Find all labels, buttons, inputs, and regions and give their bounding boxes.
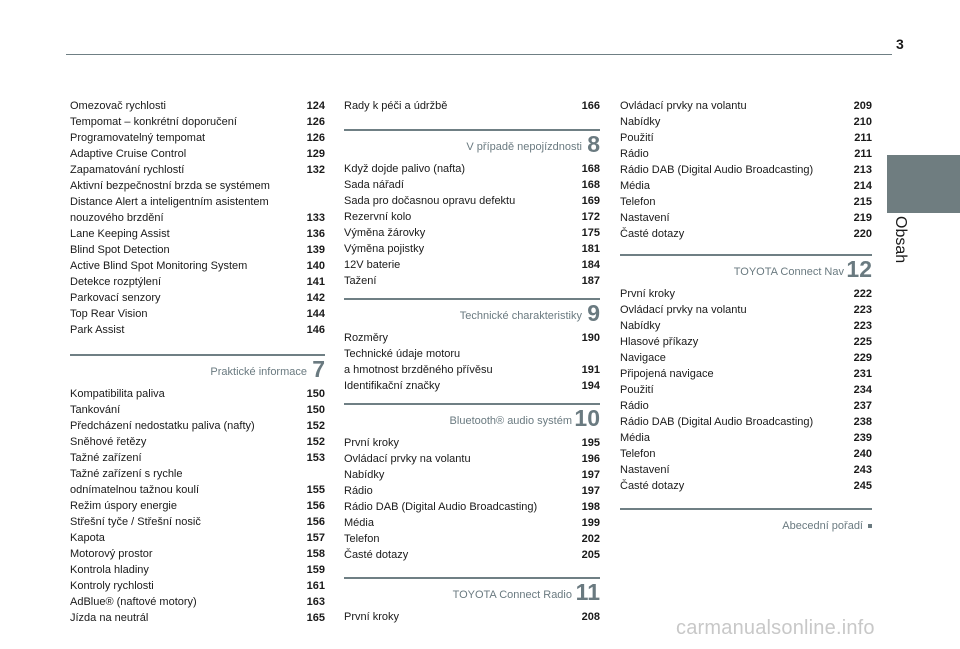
toc-entry-page: 245 bbox=[853, 480, 872, 492]
toc-entry[interactable] bbox=[620, 398, 872, 414]
toc-entry-page: 129 bbox=[306, 148, 325, 160]
toc-entry-title: Kapota bbox=[70, 532, 105, 544]
toc-entry[interactable] bbox=[620, 194, 872, 210]
toc-entry[interactable] bbox=[620, 210, 872, 226]
toc-entry-title: Rady k péči a údržbě bbox=[344, 100, 448, 112]
toc-entry[interactable] bbox=[620, 98, 872, 114]
toc-entry-page: 208 bbox=[581, 611, 600, 623]
section-header-11 bbox=[344, 575, 600, 605]
toc-entry[interactable] bbox=[344, 346, 600, 362]
section-header-8 bbox=[344, 127, 600, 157]
toc-entry-page: 144 bbox=[306, 308, 325, 320]
toc-entry[interactable] bbox=[344, 451, 600, 467]
toc-entry-page: 211 bbox=[854, 148, 872, 160]
toc-entry-title: Parkovací senzory bbox=[70, 292, 161, 304]
toc-entry[interactable] bbox=[70, 258, 325, 274]
toc-entry[interactable] bbox=[344, 330, 600, 346]
toc-entry-title: Lane Keeping Assist bbox=[70, 228, 170, 240]
watermark: carmanualsonline.info bbox=[676, 617, 875, 639]
toc-entry[interactable] bbox=[620, 382, 872, 398]
toc-entry[interactable] bbox=[70, 130, 325, 146]
toc-entry[interactable] bbox=[620, 334, 872, 350]
toc-entry-page: 126 bbox=[306, 132, 325, 144]
toc-entry-title: Motorový prostor bbox=[70, 548, 153, 560]
section-rule bbox=[70, 354, 325, 356]
toc-entry-page: 240 bbox=[853, 448, 872, 460]
toc-entry-title: Rádio bbox=[620, 148, 649, 160]
toc-entry-title: Použití bbox=[620, 384, 654, 396]
toc-entry-page: 172 bbox=[581, 211, 600, 223]
toc-entry-page: 155 bbox=[306, 484, 325, 496]
toc-entry-page: 196 bbox=[581, 453, 600, 465]
toc-entry-page: 223 bbox=[853, 320, 872, 332]
toc-list bbox=[70, 386, 325, 626]
toc-entry-page: 187 bbox=[581, 275, 600, 287]
toc-list bbox=[620, 98, 872, 242]
section-header-12 bbox=[620, 252, 872, 282]
toc-entry-title: První kroky bbox=[344, 611, 400, 623]
toc-entry-page: 237 bbox=[853, 400, 872, 412]
toc-entry-title: Nabídky bbox=[344, 469, 385, 481]
toc-entry-page: 222 bbox=[853, 288, 872, 300]
toc-entry[interactable] bbox=[620, 366, 872, 382]
toc-entry[interactable] bbox=[620, 146, 872, 162]
toc-entry-title: Navigace bbox=[620, 352, 666, 364]
toc-entry-page: 168 bbox=[581, 163, 600, 175]
toc-entry[interactable] bbox=[344, 515, 600, 531]
index-link-label: Abecední pořadí bbox=[782, 520, 863, 532]
toc-entry-title: Tažné zařízení s rychle bbox=[70, 468, 183, 480]
toc-entry[interactable] bbox=[620, 462, 872, 478]
toc-entry[interactable] bbox=[70, 530, 325, 546]
toc-entry-page: 213 bbox=[853, 164, 872, 176]
toc-entry-page: 190 bbox=[581, 332, 600, 344]
toc-entry-page: 142 bbox=[306, 292, 325, 304]
section-title[interactable]: Praktické informace bbox=[210, 366, 307, 378]
toc-list bbox=[344, 330, 600, 394]
toc-entry-title: Časté dotazy bbox=[620, 228, 685, 240]
toc-entry[interactable] bbox=[344, 257, 600, 273]
toc-entry[interactable] bbox=[70, 274, 325, 290]
index-link[interactable] bbox=[782, 520, 872, 532]
toc-entry-title: Výměna pojistky bbox=[344, 243, 425, 255]
toc-entry-page: 231 bbox=[853, 368, 872, 380]
toc-entry[interactable] bbox=[70, 98, 325, 114]
toc-entry-page: 156 bbox=[306, 500, 325, 512]
toc-entry[interactable] bbox=[70, 498, 325, 514]
toc-entry-title: Tažné zařízení bbox=[70, 452, 142, 464]
side-tab-label: Obsah bbox=[892, 216, 909, 264]
toc-entry-title: Programovatelný tempomat bbox=[70, 132, 206, 144]
toc-entry-page: 175 bbox=[581, 227, 600, 239]
toc-entry-page: 234 bbox=[853, 384, 872, 396]
toc-entry-title: Distance Alert a inteligentním asistentem bbox=[70, 196, 269, 208]
toc-entry-title: Rádio DAB (Digital Audio Broadcasting) bbox=[620, 164, 814, 176]
toc-entry-title: Ovládací prvky na volantu bbox=[344, 453, 471, 465]
toc-entry-title: Technické údaje motoru bbox=[344, 348, 461, 360]
toc-entry-title: Použití bbox=[620, 132, 654, 144]
toc-entry[interactable] bbox=[620, 114, 872, 130]
toc-entry-title: 12V baterie bbox=[344, 259, 401, 271]
section-title[interactable]: TOYOTA Connect Radio bbox=[452, 589, 572, 601]
toc-entry-page: 165 bbox=[306, 612, 325, 624]
toc-entry-page: 195 bbox=[581, 437, 600, 449]
toc-entry[interactable] bbox=[344, 378, 600, 394]
toc-entry-page: 158 bbox=[306, 548, 325, 560]
toc-entry-page: 202 bbox=[581, 533, 600, 545]
section-title[interactable]: V případě nepojízdnosti bbox=[466, 141, 582, 153]
toc-entry-page: 139 bbox=[306, 244, 325, 256]
toc-entry-title: Park Assist bbox=[70, 324, 125, 336]
toc-entry-title: Sada nářadí bbox=[344, 179, 404, 191]
toc-entry-page: 198 bbox=[581, 501, 600, 513]
toc-entry-title: Tempomat – konkrétní doporučení bbox=[70, 116, 237, 128]
end-square-icon bbox=[868, 524, 872, 528]
toc-entry[interactable] bbox=[344, 531, 600, 547]
toc-entry[interactable] bbox=[70, 306, 325, 322]
toc-entry[interactable] bbox=[70, 562, 325, 578]
toc-entry-page: 243 bbox=[853, 464, 872, 476]
toc-entry[interactable] bbox=[70, 610, 325, 626]
toc-entry-title: Média bbox=[620, 180, 650, 192]
toc-entry[interactable] bbox=[70, 146, 325, 162]
section-header-9 bbox=[344, 296, 600, 326]
toc-entry-title: Identifikační značky bbox=[344, 380, 440, 392]
toc-entry-page: 136 bbox=[306, 228, 325, 240]
toc-entry[interactable] bbox=[620, 130, 872, 146]
toc-entry-title: Kompatibilita paliva bbox=[70, 388, 165, 400]
toc-entry-page: 132 bbox=[306, 164, 325, 176]
toc-entry-title: Jízda na neutrál bbox=[70, 612, 149, 624]
section-number: 10 bbox=[574, 405, 600, 431]
toc-entry[interactable] bbox=[70, 466, 325, 482]
top-rule bbox=[66, 54, 892, 55]
toc-entry[interactable] bbox=[620, 162, 872, 178]
toc-entry-title: Adaptive Cruise Control bbox=[70, 148, 187, 160]
toc-entry-page: 184 bbox=[581, 259, 600, 271]
toc-entry[interactable] bbox=[344, 241, 600, 257]
toc-entry-page: 238 bbox=[853, 416, 872, 428]
toc-entry-page: 169 bbox=[581, 195, 600, 207]
toc-entry-title: Nastavení bbox=[620, 464, 670, 476]
toc-entry[interactable] bbox=[70, 322, 325, 338]
toc-entry[interactable] bbox=[344, 225, 600, 241]
toc-entry-page: 161 bbox=[306, 580, 325, 592]
section-number: 12 bbox=[846, 256, 872, 282]
toc-entry-title: Rozměry bbox=[344, 332, 389, 344]
toc-entry-page: 126 bbox=[306, 116, 325, 128]
toc-entry[interactable] bbox=[620, 478, 872, 494]
toc-entry-page: 152 bbox=[306, 420, 325, 432]
toc-entry[interactable] bbox=[70, 290, 325, 306]
toc-entry[interactable] bbox=[620, 446, 872, 462]
toc-entry[interactable] bbox=[620, 226, 872, 242]
toc-list bbox=[344, 161, 600, 289]
toc-entry-title: Připojená navigace bbox=[620, 368, 714, 380]
toc-entry-page: 152 bbox=[306, 436, 325, 448]
section-rule bbox=[344, 129, 600, 131]
toc-entry-page: 163 bbox=[306, 596, 325, 608]
toc-entry-title: Rádio bbox=[620, 400, 649, 412]
toc-entry-page: 181 bbox=[581, 243, 600, 255]
toc-entry-title: Kontroly rychlosti bbox=[70, 580, 154, 592]
toc-entry[interactable] bbox=[620, 302, 872, 318]
toc-entry-page: 150 bbox=[306, 404, 325, 416]
toc-entry-page: 124 bbox=[306, 100, 325, 112]
toc-entry-page: 168 bbox=[581, 179, 600, 191]
toc-entry-title: Aktivní bezpečnostní brzda se systémem bbox=[70, 180, 270, 192]
section-header-7 bbox=[70, 352, 325, 382]
toc-entry-title: AdBlue® (naftové motory) bbox=[70, 596, 197, 608]
toc-entry[interactable] bbox=[70, 178, 325, 194]
section-rule bbox=[620, 254, 872, 256]
toc-entry-title: Nabídky bbox=[620, 320, 661, 332]
toc-entry[interactable] bbox=[70, 418, 325, 434]
toc-entry-page: 209 bbox=[853, 100, 872, 112]
toc-entry-title: Telefon bbox=[344, 533, 380, 545]
toc-entry-page: 211 bbox=[854, 132, 872, 144]
toc-entry-title: Rádio DAB (Digital Audio Broadcasting) bbox=[620, 416, 814, 428]
toc-entry[interactable] bbox=[70, 482, 325, 498]
toc-entry[interactable] bbox=[344, 362, 600, 378]
page-number: 3 bbox=[896, 36, 904, 52]
toc-entry-page: 141 bbox=[306, 276, 325, 288]
toc-entry-page: 225 bbox=[853, 336, 872, 348]
toc-entry-page: 156 bbox=[306, 516, 325, 528]
toc-entry-page: 197 bbox=[581, 485, 600, 497]
toc-entry-title: Zapamatování rychlostí bbox=[70, 164, 185, 176]
toc-entry-title: Tankování bbox=[70, 404, 121, 416]
toc-entry-title: Střešní tyče / Střešní nosič bbox=[70, 516, 201, 528]
section-title[interactable]: TOYOTA Connect Nav bbox=[733, 266, 844, 278]
toc-entry-page: 146 bbox=[306, 324, 325, 336]
section-number: 9 bbox=[587, 300, 600, 326]
toc-entry-title: Active Blind Spot Monitoring System bbox=[70, 260, 248, 272]
toc-entry[interactable] bbox=[70, 194, 325, 210]
toc-entry[interactable] bbox=[70, 594, 325, 610]
toc-list bbox=[70, 98, 325, 338]
toc-entry[interactable] bbox=[344, 467, 600, 483]
toc-column-1 bbox=[70, 98, 325, 626]
toc-entry-title: Když dojde palivo (nafta) bbox=[344, 163, 466, 175]
toc-entry[interactable] bbox=[70, 226, 325, 242]
toc-entry-title: Rezervní kolo bbox=[344, 211, 412, 223]
toc-entry-title: Telefon bbox=[620, 196, 656, 208]
toc-entry-title: Režim úspory energie bbox=[70, 500, 177, 512]
toc-entry-title: Předcházení nedostatku paliva (nafty) bbox=[70, 420, 255, 432]
toc-entry[interactable] bbox=[70, 210, 325, 226]
toc-entry-title: První kroky bbox=[344, 437, 400, 449]
toc-entry[interactable] bbox=[344, 193, 600, 209]
toc-entry[interactable] bbox=[344, 209, 600, 225]
toc-list bbox=[344, 98, 600, 114]
section-rule bbox=[620, 508, 872, 510]
toc-entry-title: Telefon bbox=[620, 448, 656, 460]
toc-entry-title: Hlasové příkazy bbox=[620, 336, 699, 348]
toc-entry-page: 157 bbox=[306, 532, 325, 544]
toc-entry-page: 199 bbox=[581, 517, 600, 529]
toc-entry-title: Ovládací prvky na volantu bbox=[620, 100, 747, 112]
toc-entry-page: 229 bbox=[853, 352, 872, 364]
toc-entry-title: Top Rear Vision bbox=[70, 308, 148, 320]
toc-entry[interactable] bbox=[344, 499, 600, 515]
toc-entry-page: 219 bbox=[853, 212, 872, 224]
toc-entry[interactable] bbox=[70, 242, 325, 258]
toc-entry-title: Blind Spot Detection bbox=[70, 244, 170, 256]
toc-entry-page: 194 bbox=[581, 380, 600, 392]
toc-entry-page: 214 bbox=[853, 180, 872, 192]
toc-entry-title: Časté dotazy bbox=[344, 549, 409, 561]
toc-entry[interactable] bbox=[620, 414, 872, 430]
toc-entry-title: Kontrola hladiny bbox=[70, 564, 149, 576]
section-rule bbox=[344, 298, 600, 300]
section-title[interactable]: Technické charakteristiky bbox=[459, 310, 582, 322]
toc-entry-page: 205 bbox=[581, 549, 600, 561]
toc-entry-title: Sada pro dočasnou opravu defektu bbox=[344, 195, 516, 207]
toc-entry[interactable] bbox=[344, 273, 600, 289]
toc-entry-page: 210 bbox=[853, 116, 872, 128]
toc-entry[interactable] bbox=[620, 430, 872, 446]
toc-entry[interactable] bbox=[70, 514, 325, 530]
section-header-10 bbox=[344, 401, 600, 431]
toc-entry-page: 197 bbox=[581, 469, 600, 481]
toc-entry[interactable] bbox=[344, 435, 600, 451]
toc-entry-title: Média bbox=[620, 432, 650, 444]
toc-entry-title: a hmotnost brzděného přívěsu bbox=[344, 364, 493, 376]
toc-entry[interactable] bbox=[70, 434, 325, 450]
toc-entry-title: Média bbox=[344, 517, 374, 529]
toc-entry-title: Ovládací prvky na volantu bbox=[620, 304, 747, 316]
toc-entry[interactable] bbox=[620, 286, 872, 302]
toc-entry[interactable] bbox=[70, 450, 325, 466]
toc-entry[interactable] bbox=[70, 546, 325, 562]
toc-entry[interactable] bbox=[620, 178, 872, 194]
toc-entry-page: 191 bbox=[581, 364, 600, 376]
toc-entry-title: Rádio DAB (Digital Audio Broadcasting) bbox=[344, 501, 538, 513]
toc-entry-title: odnímatelnou tažnou koulí bbox=[70, 484, 200, 496]
toc-entry-page: 220 bbox=[853, 228, 872, 240]
toc-entry[interactable] bbox=[344, 98, 600, 114]
toc-entry[interactable] bbox=[344, 609, 600, 625]
toc-entry-page: 150 bbox=[306, 388, 325, 400]
toc-entry-title: Výměna žárovky bbox=[344, 227, 426, 239]
toc-list bbox=[344, 609, 600, 625]
toc-entry-page: 133 bbox=[306, 212, 325, 224]
toc-entry[interactable] bbox=[344, 177, 600, 193]
toc-entry[interactable] bbox=[620, 350, 872, 366]
toc-entry[interactable] bbox=[344, 483, 600, 499]
toc-entry-title: Rádio bbox=[344, 485, 373, 497]
toc-entry-title: Tažení bbox=[344, 275, 377, 287]
toc-list bbox=[344, 435, 600, 563]
section-rule bbox=[344, 403, 600, 405]
toc-entry-page: 159 bbox=[306, 564, 325, 576]
toc-entry-page: 166 bbox=[581, 100, 600, 112]
toc-list bbox=[620, 286, 872, 494]
toc-entry-title: Sněhové řetězy bbox=[70, 436, 147, 448]
toc-entry-title: Časté dotazy bbox=[620, 480, 685, 492]
toc-entry[interactable] bbox=[344, 547, 600, 563]
section-number: 11 bbox=[575, 579, 600, 605]
toc-entry-title: Nastavení bbox=[620, 212, 670, 224]
toc-entry-page: 153 bbox=[306, 452, 325, 464]
toc-column-2 bbox=[344, 98, 600, 625]
toc-entry[interactable] bbox=[70, 386, 325, 402]
toc-entry[interactable] bbox=[344, 161, 600, 177]
section-number: 7 bbox=[312, 356, 325, 382]
section-rule bbox=[344, 577, 600, 579]
section-number: 8 bbox=[587, 131, 600, 157]
toc-entry[interactable] bbox=[70, 114, 325, 130]
toc-entry[interactable] bbox=[70, 578, 325, 594]
toc-entry-title: Nabídky bbox=[620, 116, 661, 128]
side-tab[interactable] bbox=[887, 155, 960, 213]
toc-entry-page: 239 bbox=[853, 432, 872, 444]
toc-entry-page: 140 bbox=[306, 260, 325, 272]
toc-entry-page: 223 bbox=[853, 304, 872, 316]
index-section bbox=[620, 506, 872, 536]
toc-entry-title: Detekce rozptýlení bbox=[70, 276, 162, 288]
toc-column-3 bbox=[620, 98, 872, 540]
toc-entry-page: 215 bbox=[853, 196, 872, 208]
toc-entry-title: První kroky bbox=[620, 288, 676, 300]
toc-entry-title: nouzového brzdění bbox=[70, 212, 164, 224]
toc-entry[interactable] bbox=[620, 318, 872, 334]
toc-entry[interactable] bbox=[70, 402, 325, 418]
section-title[interactable]: Bluetooth® audio systém bbox=[449, 415, 572, 427]
toc-entry[interactable] bbox=[70, 162, 325, 178]
toc-entry-title: Omezovač rychlosti bbox=[70, 100, 166, 112]
